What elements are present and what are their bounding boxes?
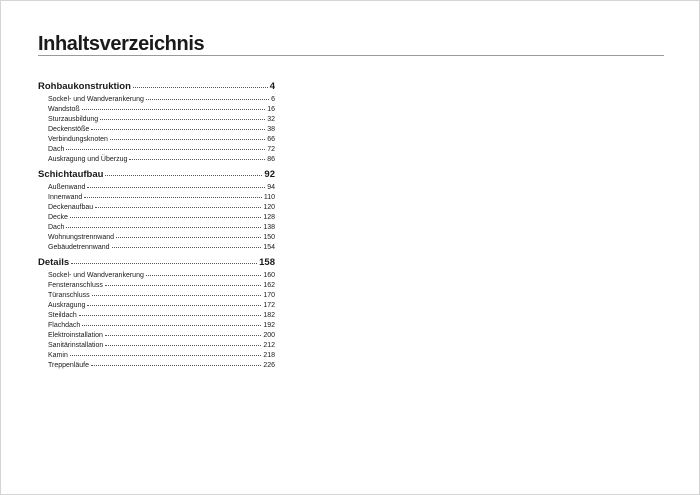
- dot-leader: [71, 263, 257, 264]
- dot-leader: [146, 99, 269, 100]
- toc-entry-label: Auskragung: [48, 302, 86, 309]
- toc-heading[interactable]: [38, 80, 275, 94]
- dot-leader: [129, 159, 265, 160]
- toc-heading-label: Schichtaufbau: [38, 169, 104, 180]
- toc-section-details: [38, 256, 275, 371]
- toc-entry-label: Türanschluss: [48, 292, 90, 299]
- dot-leader: [105, 285, 261, 286]
- toc-heading-page: 4: [269, 81, 275, 92]
- toc-entry[interactable]: [38, 351, 275, 361]
- toc-entry[interactable]: [38, 291, 275, 301]
- dot-leader: [84, 197, 262, 198]
- dot-leader: [105, 175, 262, 176]
- toc-entry-label: Gebäudetrennwand: [48, 244, 110, 251]
- table-of-contents: [38, 80, 275, 374]
- toc-entry-page: 38: [267, 126, 275, 133]
- toc-entry-page: 182: [263, 312, 275, 319]
- dot-leader: [82, 325, 261, 326]
- toc-entry[interactable]: [38, 183, 275, 193]
- toc-entry-label: Verbindungsknoten: [48, 136, 108, 143]
- toc-entry[interactable]: [38, 213, 275, 223]
- toc-entry-page: 16: [267, 106, 275, 113]
- toc-entry[interactable]: [38, 193, 275, 203]
- toc-entry-page: 160: [263, 272, 275, 279]
- toc-entry-label: Elektroinstallation: [48, 332, 103, 339]
- dot-leader: [82, 109, 266, 110]
- toc-entry-page: 66: [267, 136, 275, 143]
- dot-leader: [95, 207, 261, 208]
- toc-entry-label: Dach: [48, 146, 65, 153]
- dot-leader: [66, 227, 261, 228]
- dot-leader: [87, 187, 265, 188]
- dot-leader: [87, 305, 261, 306]
- toc-entry-page: 162: [263, 282, 275, 289]
- toc-entry-page: 72: [267, 146, 275, 153]
- toc-entry-label: Sturzausbildung: [48, 116, 99, 123]
- dot-leader: [91, 365, 261, 366]
- toc-entry[interactable]: [38, 233, 275, 243]
- toc-entry-page: 192: [263, 322, 275, 329]
- dot-leader: [133, 87, 268, 88]
- dot-leader: [91, 129, 265, 130]
- toc-entry-label: Wohnungstrennwand: [48, 234, 115, 241]
- toc-entry-page: 150: [263, 234, 275, 241]
- toc-entry[interactable]: [38, 331, 275, 341]
- toc-entry[interactable]: [38, 115, 275, 125]
- toc-entry-label: Kamin: [48, 352, 68, 359]
- toc-entry-label: Treppenläufe: [48, 362, 89, 369]
- dot-leader: [100, 119, 265, 120]
- toc-entry-page: 138: [263, 224, 275, 231]
- toc-entry-page: 32: [267, 116, 275, 123]
- toc-entry-page: 86: [267, 156, 275, 163]
- toc-entry-page: 154: [263, 244, 275, 251]
- toc-entry-label: Deckenstöße: [48, 126, 90, 133]
- toc-entry[interactable]: [38, 321, 275, 331]
- toc-heading-label: Details: [38, 257, 70, 268]
- dot-leader: [105, 335, 261, 336]
- toc-entry-page: 6: [271, 96, 275, 103]
- toc-entry[interactable]: [38, 361, 275, 371]
- toc-section-rohbaukonstruktion: [38, 80, 275, 165]
- title-divider: [38, 55, 664, 56]
- toc-entry[interactable]: [38, 203, 275, 213]
- toc-entry[interactable]: [38, 95, 275, 105]
- dot-leader: [66, 149, 265, 150]
- toc-entry-label: Decke: [48, 214, 68, 221]
- toc-entry[interactable]: [38, 125, 275, 135]
- toc-entry-label: Wandstoß: [48, 106, 80, 113]
- toc-entry[interactable]: [38, 281, 275, 291]
- toc-entry-page: 226: [263, 362, 275, 369]
- toc-entry[interactable]: [38, 311, 275, 321]
- toc-entry[interactable]: [38, 243, 275, 253]
- dot-leader: [112, 247, 262, 248]
- toc-section-schichtaufbau: [38, 168, 275, 253]
- toc-entry[interactable]: [38, 155, 275, 165]
- toc-entry-page: 120: [263, 204, 275, 211]
- dot-leader: [92, 295, 262, 296]
- page-title: Inhaltsverzeichnis: [38, 33, 205, 55]
- toc-heading-page: 158: [259, 257, 275, 268]
- dot-leader: [116, 237, 261, 238]
- toc-entry-page: 128: [263, 214, 275, 221]
- toc-entry-label: Innenwand: [48, 194, 83, 201]
- toc-entry-label: Sockel- und Wandverankerung: [48, 272, 144, 279]
- toc-entry-label: Steildach: [48, 312, 77, 319]
- toc-entry-page: 212: [263, 342, 275, 349]
- toc-entry[interactable]: [38, 145, 275, 155]
- toc-entry-page: 170: [263, 292, 275, 299]
- dot-leader: [110, 139, 265, 140]
- toc-entry[interactable]: [38, 341, 275, 351]
- dot-leader: [70, 355, 261, 356]
- dot-leader: [70, 217, 261, 218]
- toc-entry[interactable]: [38, 271, 275, 281]
- toc-heading-page: 92: [264, 169, 275, 180]
- toc-entry[interactable]: [38, 135, 275, 145]
- toc-entry-page: 218: [263, 352, 275, 359]
- toc-entry-label: Auskragung und Überzug: [48, 156, 128, 163]
- dot-leader: [105, 345, 261, 346]
- toc-heading[interactable]: [38, 256, 275, 270]
- toc-entry-label: Außenwand: [48, 184, 86, 191]
- toc-entry-page: 110: [263, 194, 275, 201]
- toc-entry-page: 200: [263, 332, 275, 339]
- toc-entry-label: Flachdach: [48, 322, 81, 329]
- dot-leader: [79, 315, 262, 316]
- toc-heading[interactable]: [38, 168, 275, 182]
- toc-entry[interactable]: [38, 301, 275, 311]
- toc-entry-page: 172: [263, 302, 275, 309]
- toc-entry-page: 94: [267, 184, 275, 191]
- toc-entry[interactable]: [38, 223, 275, 233]
- toc-entry-label: Fensteranschluss: [48, 282, 103, 289]
- toc-entry-label: Sockel- und Wandverankerung: [48, 96, 144, 103]
- dot-leader: [146, 275, 261, 276]
- toc-heading-label: Rohbaukonstruktion: [38, 81, 131, 92]
- toc-entry-label: Dach: [48, 224, 65, 231]
- toc-entry[interactable]: [38, 105, 275, 115]
- toc-entry-label: Deckenaufbau: [48, 204, 94, 211]
- toc-entry-label: Sanitärinstallation: [48, 342, 104, 349]
